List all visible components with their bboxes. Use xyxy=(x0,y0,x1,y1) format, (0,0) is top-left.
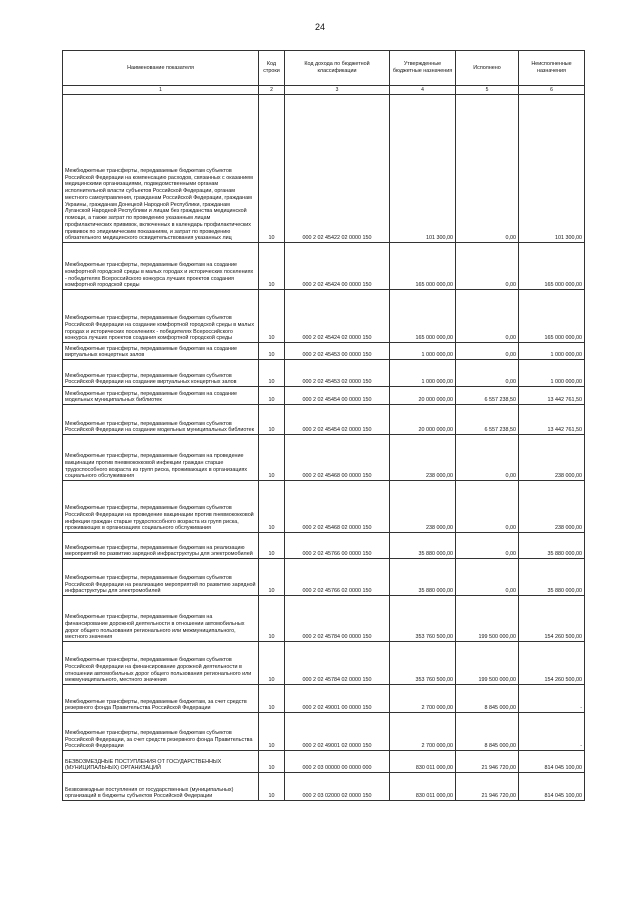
row-name: Безвозмездные поступления от государственных (муниципальных) организаций в бюджеты субъектов Российской Федерации xyxy=(63,773,259,801)
row-name: Межбюджетные трансферты, передаваемые бюджетам на создание модельных муниципальных библиотек xyxy=(63,387,259,405)
row-approved: 35 880 000,00 xyxy=(390,559,456,596)
row-executed: 199 500 000,00 xyxy=(456,596,519,642)
row-unexecuted: 154 260 500,00 xyxy=(519,596,585,642)
row-line-code: 10 xyxy=(259,642,285,685)
row-income-code: 000 2 03 00000 00 0000 000 xyxy=(285,751,390,773)
row-income-code: 000 2 02 45453 02 0000 150 xyxy=(285,360,390,387)
row-name: Межбюджетные трансферты, передаваемые бюджетам субъектов Российской Федерации на финансирование дорожной деятельности в отношении автомобильных дорог общего пользования регионального или межмуниципального, местного значения xyxy=(63,642,259,685)
row-executed: 0,00 xyxy=(456,360,519,387)
row-name: Межбюджетные трансферты, передаваемые бюджетам на проведение вакцинации против пневмококковой инфекции граждан старше трудоспособного возраста из групп риска, проживающих в организациях социального обслуживания xyxy=(63,435,259,481)
row-approved: 20 000 000,00 xyxy=(390,405,456,435)
row-name: Межбюджетные трансферты, передаваемые бюджетам субъектов Российской Федерации на создание модельных муниципальных библиотек xyxy=(63,405,259,435)
row-income-code: 000 2 02 45766 00 0000 150 xyxy=(285,533,390,559)
row-income-code: 000 2 02 45766 02 0000 150 xyxy=(285,559,390,596)
row-income-code: 000 2 02 45454 02 0000 150 xyxy=(285,405,390,435)
table-row xyxy=(63,243,585,290)
row-income-code: 000 2 02 45453 00 0000 150 xyxy=(285,343,390,360)
row-line-code: 10 xyxy=(259,405,285,435)
row-line-code: 10 xyxy=(259,533,285,559)
table-row xyxy=(63,343,585,360)
column-number: 5 xyxy=(456,86,519,95)
row-line-code: 10 xyxy=(259,435,285,481)
row-unexecuted: 101 300,00 xyxy=(519,95,585,243)
column-number: 3 xyxy=(285,86,390,95)
row-line-code: 10 xyxy=(259,343,285,360)
header-name: Наименование показателя xyxy=(63,51,259,86)
row-approved: 165 000 000,00 xyxy=(390,243,456,290)
table-row xyxy=(63,596,585,642)
budget-table xyxy=(62,50,585,801)
row-name: Межбюджетные трансферты, передаваемые бюджетам на создание комфортной городской среды в малых городах и исторических поселениях - победителях Всероссийского конкурса лучших проектов создания комфортной городской среды xyxy=(63,243,259,290)
header-approved: Утвержденные бюджетные назначения xyxy=(390,51,456,86)
row-unexecuted: 35 880 000,00 xyxy=(519,533,585,559)
row-unexecuted: 13 442 761,50 xyxy=(519,405,585,435)
row-executed: 21 946 720,00 xyxy=(456,773,519,801)
header-income-code: Код дохода по бюджетной классификации xyxy=(285,51,390,86)
row-unexecuted: - xyxy=(519,713,585,751)
row-approved: 2 700 000,00 xyxy=(390,713,456,751)
row-line-code: 10 xyxy=(259,773,285,801)
row-line-code: 10 xyxy=(259,387,285,405)
row-executed: 199 500 000,00 xyxy=(456,642,519,685)
row-executed: 8 845 000,00 xyxy=(456,685,519,713)
table-header-row xyxy=(63,51,585,86)
table-row xyxy=(63,435,585,481)
table-row xyxy=(63,751,585,773)
row-income-code: 000 2 02 45424 00 0000 150 xyxy=(285,243,390,290)
row-unexecuted: 165 000 000,00 xyxy=(519,243,585,290)
row-executed: 0,00 xyxy=(456,435,519,481)
header-executed: Исполнено xyxy=(456,51,519,86)
row-name: Межбюджетные трансферты, передаваемые бюджетам субъектов Российской Федерации на реализацию мероприятий по развитию зарядной инфраструктуры для электромобилей xyxy=(63,559,259,596)
row-approved: 830 011 000,00 xyxy=(390,751,456,773)
row-approved: 238 000,00 xyxy=(390,481,456,533)
row-approved: 1 000 000,00 xyxy=(390,360,456,387)
table-row xyxy=(63,713,585,751)
row-line-code: 10 xyxy=(259,685,285,713)
row-executed: 0,00 xyxy=(456,95,519,243)
row-income-code: 000 2 02 49001 02 0000 150 xyxy=(285,713,390,751)
row-line-code: 10 xyxy=(259,290,285,343)
row-income-code: 000 2 02 45454 00 0000 150 xyxy=(285,387,390,405)
page-number: 24 xyxy=(314,22,325,32)
row-name: Межбюджетные трансферты, передаваемые бюджетам на реализацию мероприятий по развитию зарядной инфраструктуры для электромобилей xyxy=(63,533,259,559)
row-unexecuted: 1 000 000,00 xyxy=(519,360,585,387)
row-name: Межбюджетные трансферты, передаваемые бюджетам субъектов Российской Федерации на создание виртуальных концертных залов xyxy=(63,360,259,387)
column-numbers-row xyxy=(63,86,585,95)
table-row xyxy=(63,405,585,435)
row-unexecuted: 13 442 761,50 xyxy=(519,387,585,405)
row-executed: 6 557 238,50 xyxy=(456,387,519,405)
row-executed: 0,00 xyxy=(456,481,519,533)
row-line-code: 10 xyxy=(259,360,285,387)
row-approved: 101 300,00 xyxy=(390,95,456,243)
row-name: Межбюджетные трансферты, передаваемые бюджетам на создание виртуальных концертных залов xyxy=(63,343,259,360)
header-line-code: Код строки xyxy=(259,51,285,86)
row-line-code: 10 xyxy=(259,713,285,751)
row-line-code: 10 xyxy=(259,243,285,290)
row-executed: 0,00 xyxy=(456,290,519,343)
row-name: БЕЗВОЗМЕЗДНЫЕ ПОСТУПЛЕНИЯ ОТ ГОСУДАРСТВЕННЫХ (МУНИЦИПАЛЬНЫХ) ОРГАНИЗАЦИЙ xyxy=(63,751,259,773)
row-line-code: 10 xyxy=(259,559,285,596)
row-income-code: 000 2 02 45784 02 0000 150 xyxy=(285,642,390,685)
row-unexecuted: 238 000,00 xyxy=(519,481,585,533)
column-number: 2 xyxy=(259,86,285,95)
table-row xyxy=(63,559,585,596)
row-approved: 20 000 000,00 xyxy=(390,387,456,405)
row-line-code: 10 xyxy=(259,481,285,533)
table-row xyxy=(63,360,585,387)
row-income-code: 000 2 02 45468 00 0000 150 xyxy=(285,435,390,481)
table-row xyxy=(63,773,585,801)
row-approved: 1 000 000,00 xyxy=(390,343,456,360)
row-executed: 8 845 000,00 xyxy=(456,713,519,751)
row-name: Межбюджетные трансферты, передаваемые бюджетам на финансирование дорожной деятельности в отношении автомобильных дорог общего пользования регионального или межмуниципального, местного значения xyxy=(63,596,259,642)
row-income-code: 000 2 02 45422 02 0000 150 xyxy=(285,95,390,243)
table-row xyxy=(63,533,585,559)
row-income-code: 000 2 02 45424 02 0000 150 xyxy=(285,290,390,343)
row-approved: 35 880 000,00 xyxy=(390,533,456,559)
table-row xyxy=(63,642,585,685)
table-row xyxy=(63,95,585,243)
table-row xyxy=(63,290,585,343)
table-row xyxy=(63,481,585,533)
row-unexecuted: 154 260 500,00 xyxy=(519,642,585,685)
row-name: Межбюджетные трансферты, передаваемые бюджетам субъектов Российской Федерации, за счет средств резервного фонда Правительства Российской Федерации xyxy=(63,713,259,751)
row-name: Межбюджетные трансферты, передаваемые бюджетам субъектов Российской Федерации на компенсацию расходов, связанных с оказанием медицинскими организациями, подведомственными органам исполнительной власти субъектов Российской Федерации, органам местного самоуправления, гражданам Российской Федерации, гражданам Украины, гражданам Донецкой Народной Республики, гражданам Луганской Народной Республики и лицам без гражданства медицинской помощи, а также затрат по проведению указанным лицам профилактических прививок, включенных в календарь профилактических прививок по эпидемическим показаниям, и затрат по проведению обязательного медицинского освидетельствования указанных лиц xyxy=(63,95,259,243)
row-unexecuted: 1 000 000,00 xyxy=(519,343,585,360)
table-row xyxy=(63,387,585,405)
row-name: Межбюджетные трансферты, передаваемые бюджетам субъектов Российской Федерации на проведение вакцинации против пневмококковой инфекции граждан старше трудоспособного возраста из групп риска, проживающих в организациях социального обслуживания xyxy=(63,481,259,533)
row-income-code: 000 2 02 45468 02 0000 150 xyxy=(285,481,390,533)
row-name: Межбюджетные трансферты, передаваемые бюджетам субъектов Российской Федерации на создание комфортной городской среды в малых городах и исторических поселениях - победителях Всероссийского конкурса лучших проектов создания комфортной городской среды xyxy=(63,290,259,343)
row-unexecuted: 165 000 000,00 xyxy=(519,290,585,343)
row-approved: 2 700 000,00 xyxy=(390,685,456,713)
row-name: Межбюджетные трансферты, передаваемые бюджетам, за счет средств резервного фонда Правительства Российской Федерации xyxy=(63,685,259,713)
row-approved: 353 760 500,00 xyxy=(390,642,456,685)
row-line-code: 10 xyxy=(259,95,285,243)
row-income-code: 000 2 02 45784 00 0000 150 xyxy=(285,596,390,642)
column-number: 1 xyxy=(63,86,259,95)
row-executed: 0,00 xyxy=(456,243,519,290)
row-income-code: 000 2 02 49001 00 0000 150 xyxy=(285,685,390,713)
row-executed: 21 946 720,00 xyxy=(456,751,519,773)
row-line-code: 10 xyxy=(259,751,285,773)
row-approved: 238 000,00 xyxy=(390,435,456,481)
table-row xyxy=(63,685,585,713)
row-unexecuted: 238 000,00 xyxy=(519,435,585,481)
row-unexecuted: 814 045 100,00 xyxy=(519,773,585,801)
row-approved: 353 760 500,00 xyxy=(390,596,456,642)
column-number: 6 xyxy=(519,86,585,95)
row-executed: 0,00 xyxy=(456,533,519,559)
row-executed: 6 557 238,50 xyxy=(456,405,519,435)
row-approved: 830 011 000,00 xyxy=(390,773,456,801)
header-unexecuted: Неисполненные назначения xyxy=(519,51,585,86)
row-unexecuted: - xyxy=(519,685,585,713)
row-unexecuted: 35 880 000,00 xyxy=(519,559,585,596)
row-approved: 165 000 000,00 xyxy=(390,290,456,343)
row-executed: 0,00 xyxy=(456,343,519,360)
row-unexecuted: 814 045 100,00 xyxy=(519,751,585,773)
column-number: 4 xyxy=(390,86,456,95)
row-line-code: 10 xyxy=(259,596,285,642)
row-executed: 0,00 xyxy=(456,559,519,596)
row-income-code: 000 2 03 02000 02 0000 150 xyxy=(285,773,390,801)
